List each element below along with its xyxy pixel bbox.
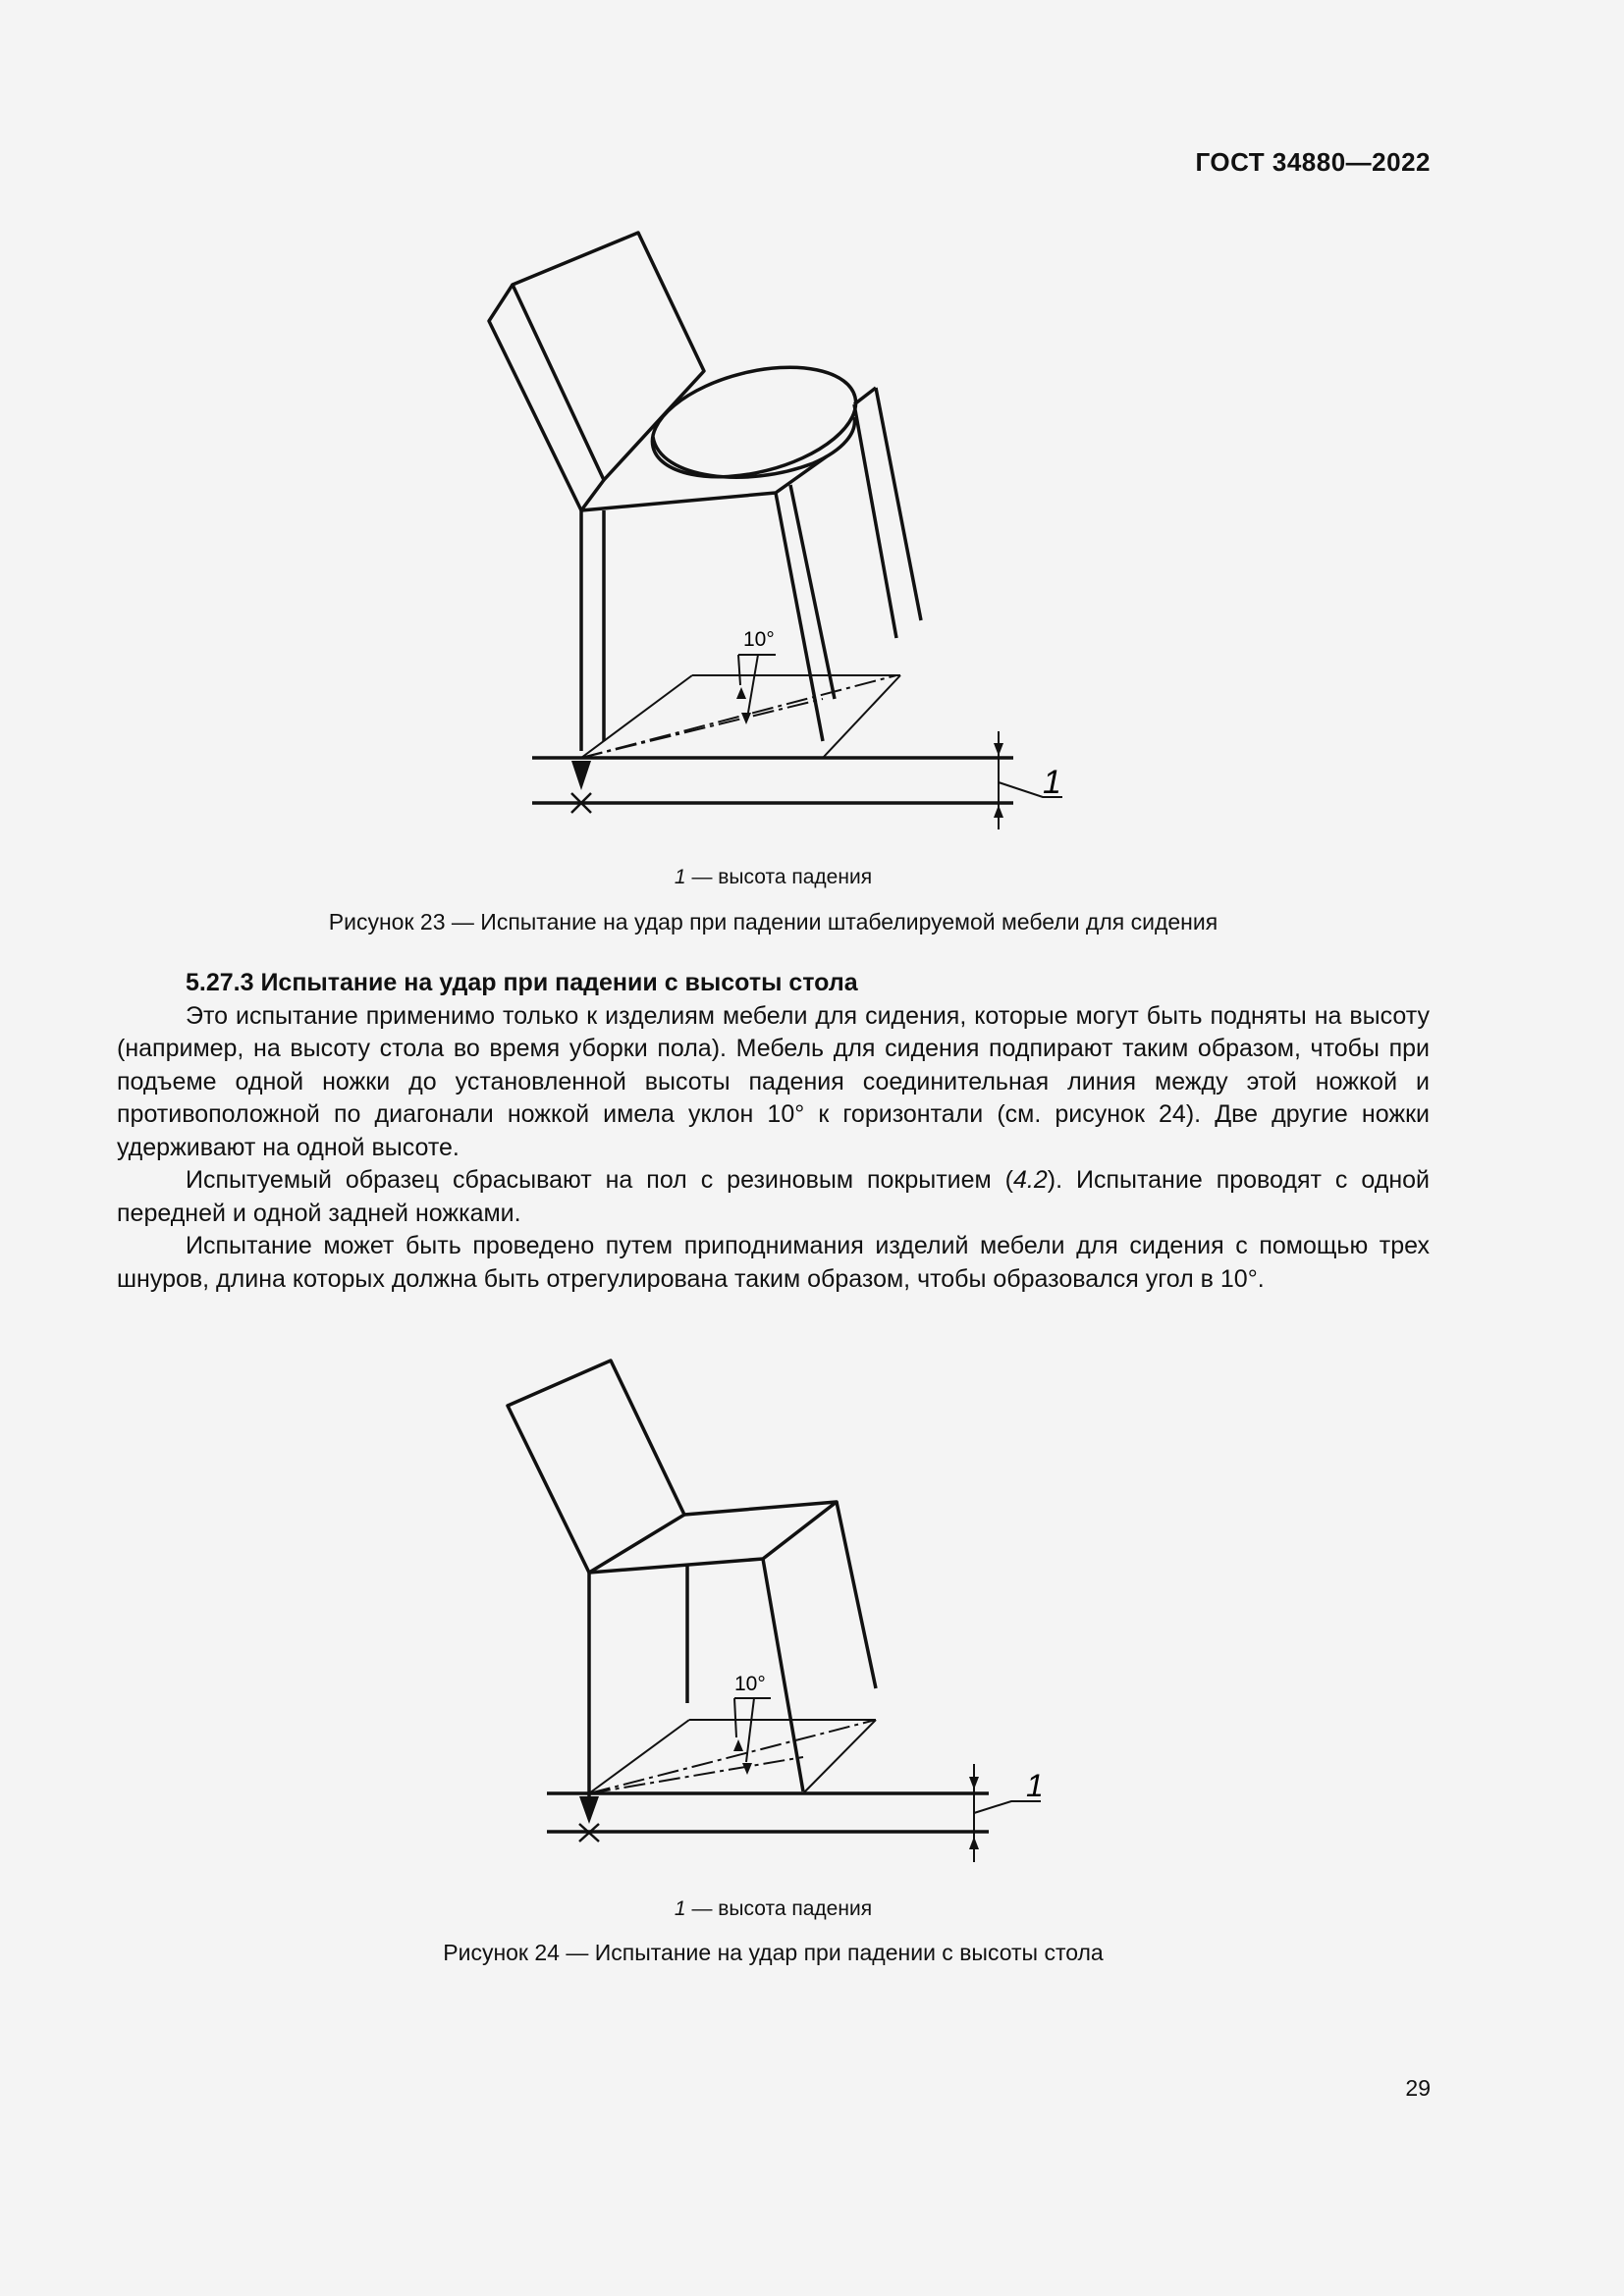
legend-number: 1 (674, 1897, 686, 1920)
construction-lines (589, 1698, 876, 1793)
section-heading: 5.27.3 Испытание на удар при падении с высоты стола (186, 969, 858, 996)
angle-arrow (736, 687, 746, 699)
chair-back (513, 233, 704, 480)
section-5-27-3 (117, 967, 1430, 1296)
angle-arrow (733, 1739, 743, 1751)
floor-lines (532, 758, 1013, 803)
drop-arrow (571, 761, 591, 790)
legend-text: — высота падения (685, 1897, 873, 1920)
chair-leg-back-right-a (854, 404, 896, 638)
figure-24-caption: Рисунок 24 — Испытание на удар при падении с высоты стола (443, 1940, 1104, 1965)
legend-text: — высота падения (685, 866, 873, 888)
paragraph-2: Испытуемый образец сбрасывают на пол с резиновым покрытием (4.2). Испытание проводят с одной передней и одной задней ножками. (117, 1166, 1430, 1227)
chair-leg-back-right-b (876, 388, 921, 620)
figure-23-legend (0, 866, 1546, 889)
callout-1: 1 (1043, 764, 1061, 801)
floor-lines (547, 1793, 989, 1832)
chair-back (508, 1361, 684, 1573)
page-number: 29 (1405, 2075, 1431, 2101)
drop-arrow (579, 1796, 599, 1824)
chair-leg-front-right (763, 1559, 803, 1791)
paragraph-1: Это испытание применимо только к изделиям мебели для сидения, которые могут быть подняты на высоту (например, на высоту стола во время уборки пола). Мебель для сидения подпирают таким образом, чтобы при подъеме одной ножки до установленной высоты падения соединительная линия между этой ножкой и противоположной по диагонали ножкой имела уклон 10° к горизонтали (см. рисунок 24). Две другие ножки удерживают на одной высоте. (117, 1001, 1430, 1161)
chair-stackable (489, 233, 921, 751)
figure-24-drawing (0, 1345, 1624, 1885)
chair-table (508, 1361, 876, 1796)
construction-lines (581, 655, 900, 758)
seat-cushion (641, 348, 867, 496)
seat-frame (589, 1502, 837, 1573)
figure-23-drawing (0, 216, 1624, 844)
angle-label: 10° (743, 628, 775, 651)
figure-23-caption: Рисунок 23 — Испытание на удар при падении штабелируемой мебели для сидения (328, 909, 1218, 934)
figure-24-legend (0, 1897, 1546, 1921)
chair-leg-back-left (790, 485, 835, 699)
chair-back-second (489, 285, 581, 510)
document-header: ГОСТ 34880—2022 (1195, 147, 1431, 177)
angle-label: 10° (734, 1673, 766, 1695)
chair-leg-back-right (837, 1502, 876, 1688)
callout-1: 1 (1026, 1768, 1044, 1803)
legend-number: 1 (674, 866, 686, 888)
paragraph-3: Испытание может быть проведено путем приподнимания изделий мебели для сидения с помощью трех шнуров, длина которых должна быть отрегулирована таким образом, чтобы образовался угол в 10°. (117, 1232, 1430, 1293)
reference-4-2: 4.2 (1013, 1166, 1048, 1194)
